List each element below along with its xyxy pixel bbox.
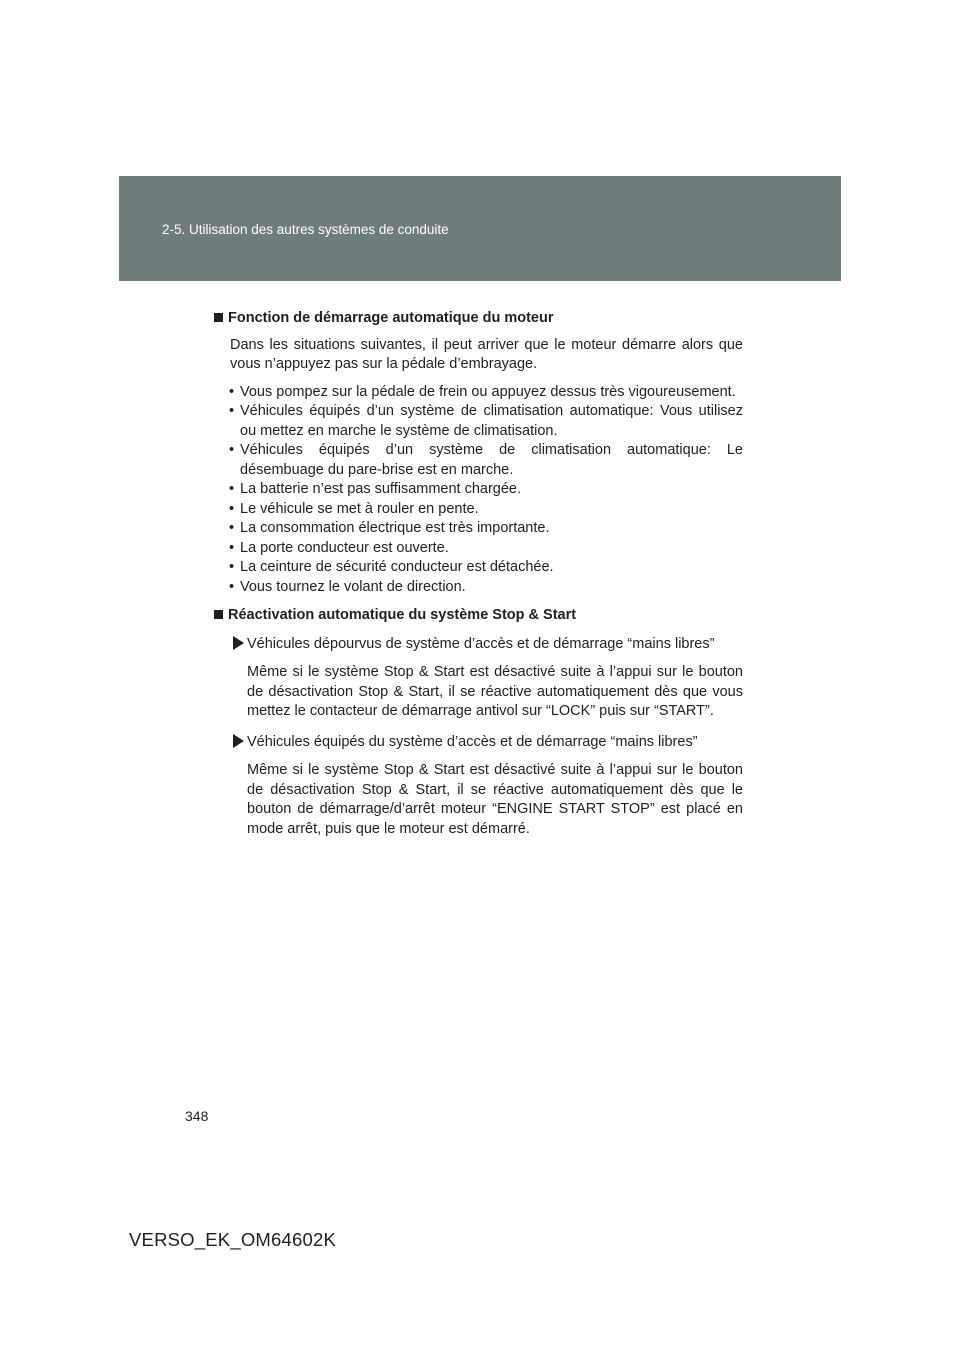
- square-bullet-icon: [214, 313, 223, 322]
- condition-description: Même si le système Stop & Start est désactivé suite à l’appui sur le bouton de désactivation Stop & Start, il se réactive automatiquement dès que vous mettez le contacteur de démarrage antivol sur “LOCK” puis sur “START”.: [247, 664, 743, 719]
- document-code: VERSO_EK_OM64602K: [129, 1229, 337, 1250]
- list-item: • Véhicules équipés d’un système de climatisation automatique: Vous utilisez ou mettez en marche le système de climatisation.: [229, 403, 743, 439]
- page-content: [214, 309, 743, 839]
- triangle-pointer-icon: [233, 734, 244, 748]
- list-item: • Vous pompez sur la pédale de frein ou appuyez dessus très vigoureusement.: [229, 383, 736, 400]
- section-intro: Dans les situations suivantes, il peut arriver que le moteur démarre alors que vous n’appuyez pas sur la pédale d’embrayage.: [230, 336, 743, 372]
- condition-label: Véhicules dépourvus de système d’accès et de démarrage “mains libres”: [247, 635, 715, 652]
- condition-heading: [233, 634, 743, 655]
- section-heading-reactivation: [214, 606, 743, 626]
- section-heading-auto-start: [214, 309, 743, 329]
- list-item: • Véhicules équipés d’un système de climatisation automatique: Le désembuage du pare-brise est en marche.: [229, 442, 743, 478]
- triangle-pointer-icon: [233, 636, 244, 650]
- condition-heading: [233, 732, 743, 753]
- condition-description: Même si le système Stop & Start est désactivé suite à l’appui sur le bouton de désactivation Stop & Start, il se réactive automatiquement dès que le bouton de démarrage/d’arrêt moteur “ENGINE START STOP” est placé en mode arrêt, puis que le moteur est démarré.: [247, 762, 743, 837]
- section-title: Réactivation automatique du système Stop & Start: [228, 607, 577, 623]
- list-item: • Le véhicule se met à rouler en pente.: [229, 500, 479, 517]
- section-title: Fonction de démarrage automatique du moteur: [228, 310, 554, 326]
- square-bullet-icon: [214, 610, 223, 619]
- section-header-title: 2-5. Utilisation des autres systèmes de conduite: [162, 222, 449, 237]
- condition-list: [214, 383, 743, 598]
- condition-label: Véhicules équipés du système d’accès et de démarrage “mains libres”: [247, 733, 698, 750]
- list-item: • La batterie n’est pas suffisamment chargée.: [229, 481, 522, 497]
- list-item: • Vous tournez le volant de direction.: [229, 578, 466, 595]
- list-item: • La ceinture de sécurité conducteur est détachée.: [229, 559, 554, 575]
- list-item: • La consommation électrique est très importante.: [229, 520, 550, 536]
- page-number: 348: [185, 1108, 209, 1124]
- list-item: • La porte conducteur est ouverte.: [229, 539, 449, 556]
